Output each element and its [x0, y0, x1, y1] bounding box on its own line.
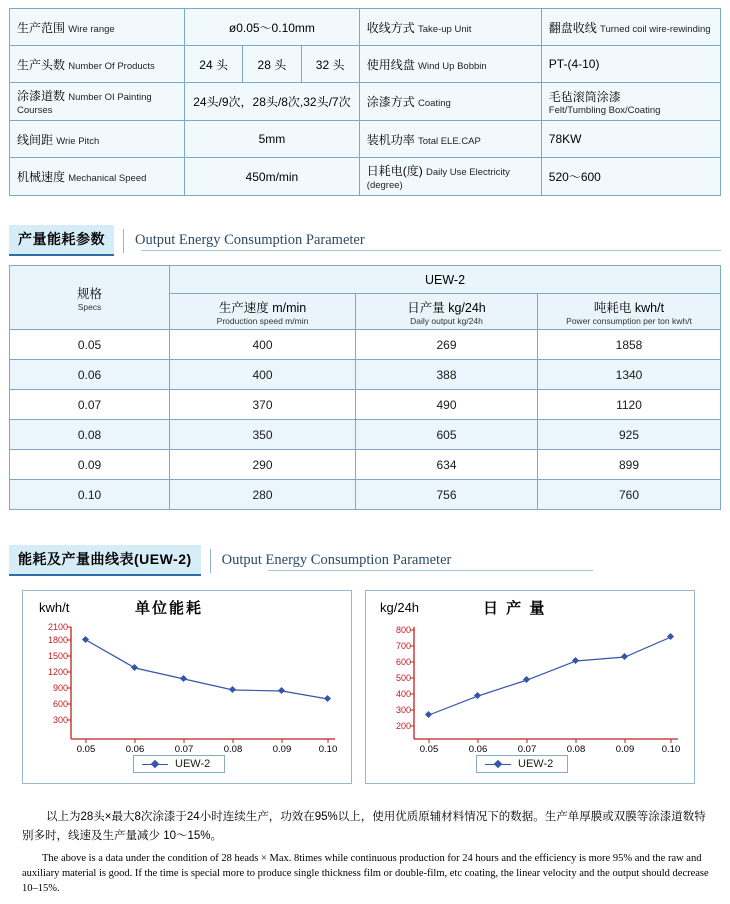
legend-marker-icon: [142, 764, 168, 765]
cell-power-value: [541, 121, 720, 158]
cell-heads-24: [185, 46, 243, 83]
cell-speed-value: [185, 158, 360, 196]
cell-power: 899: [538, 450, 721, 480]
chart-daily-output: [365, 590, 695, 784]
chart-2-legend: [476, 755, 568, 773]
cell-speed: 370: [170, 390, 356, 420]
cell-coating-value: [541, 83, 720, 121]
cell-spec: 0.10: [10, 480, 170, 510]
value-cn: 毛毡滚筒涂漆: [548, 89, 621, 104]
cell-courses-value: [185, 83, 360, 121]
svg-text:0.10: 0.10: [318, 744, 338, 755]
header-en: Daily output kg/24h: [410, 315, 483, 326]
svg-text:0.10: 0.10: [661, 744, 681, 755]
label-en: Number OI Painting Courses: [17, 92, 152, 116]
cell-electricity-label: [359, 158, 541, 196]
cell-daily: 634: [356, 450, 538, 480]
chart-y-unit-label: kwh/t: [39, 600, 70, 615]
label-cn: 生产范围: [17, 20, 66, 35]
section-heading-curve: [9, 545, 451, 576]
cell-speed: 350: [170, 420, 356, 450]
cell-takeup-label: [359, 9, 541, 46]
value-cn: 24头/9次，28头/8次,32头/7次: [193, 95, 351, 109]
svg-text:0.08: 0.08: [223, 744, 243, 755]
header-daily-output: [356, 294, 538, 330]
table-row: [10, 450, 721, 480]
label-cn: 收线方式: [366, 20, 415, 35]
cell-coating-label: [359, 83, 541, 121]
cell-daily: 490: [356, 390, 538, 420]
label-cn: 生产头数: [17, 57, 66, 72]
chart-y-unit-label: kg/24h: [380, 600, 420, 615]
svg-text:1500: 1500: [47, 651, 68, 661]
label-cn: 线间距: [17, 132, 54, 147]
footnote-english: The above is a data under the condition of 28 heads × Max. 8times while continuous production for 24 hours and the efficiency is more 95% and the raw and auxiliary material is good. If the time is special more to produce single thickness film or double-film, etc coating, the linear velocity and the output should decrease 10–15%.: [22, 853, 709, 894]
label-en: Daily Use Electricity (degree): [366, 167, 510, 191]
cell-power-label: [359, 121, 541, 158]
divider: [123, 229, 124, 253]
section-badge-cn: 产量能耗参数: [9, 225, 114, 256]
chart-1-legend: [133, 755, 225, 773]
label-en: Wind Up Bobbin: [418, 60, 487, 72]
cell-power: 1858: [538, 330, 721, 360]
section-rule: [268, 570, 593, 571]
section-badge-cn: 能耗及产量曲线表(UEW-2): [9, 545, 201, 576]
table-row: [10, 480, 721, 510]
svg-text:2100: 2100: [47, 622, 68, 632]
table-row: [10, 390, 721, 420]
cell-takeup-value: [541, 9, 720, 46]
svg-text:1800: 1800: [47, 635, 68, 645]
cell-speed-label: [10, 158, 185, 196]
svg-text:600: 600: [52, 699, 68, 709]
legend-marker-icon: [485, 764, 511, 765]
cell-bobbin-label: [359, 46, 541, 83]
cell-courses-label: [10, 83, 185, 121]
label-cn: 使用线盘: [366, 57, 415, 72]
value-cn: 78KW: [548, 132, 582, 146]
cell-pitch-value: [185, 121, 360, 158]
header-group-uew2: [170, 266, 721, 294]
table-row: [10, 360, 721, 390]
cell-speed: 400: [170, 330, 356, 360]
cell-spec: 0.07: [10, 390, 170, 420]
header-en: Power consumption per ton kwh/t: [566, 315, 692, 326]
cell-bobbin-value: [541, 46, 720, 83]
cell-speed: 280: [170, 480, 356, 510]
label-en: Total ELE.CAP: [418, 135, 481, 147]
header-cn: 生产速度 m/min: [218, 300, 307, 315]
cell-power: 1340: [538, 360, 721, 390]
section-rule: [141, 250, 721, 251]
value-cn: 翻盘收线: [548, 20, 597, 35]
section-title-en: Output Energy Consumption Parameter: [221, 552, 452, 568]
table-row: [10, 158, 721, 196]
cell-daily: 269: [356, 330, 538, 360]
table-row: [10, 46, 721, 83]
header-cn: 吨耗电 kwh/t: [593, 300, 665, 315]
specification-table: [9, 8, 721, 196]
table-row: [10, 330, 721, 360]
label-cn: 涂漆方式: [366, 95, 415, 109]
label-cn: 涂漆道数: [17, 89, 66, 103]
value-cn: 450m/min: [245, 169, 299, 184]
svg-text:200: 200: [395, 721, 411, 731]
cell-pitch-label: [10, 121, 185, 158]
header-production-speed: [170, 294, 356, 330]
cell-speed: 290: [170, 450, 356, 480]
table-row: [10, 83, 721, 121]
svg-text:300: 300: [52, 715, 68, 725]
cell-daily: 756: [356, 480, 538, 510]
cell-wire-range-value: [185, 9, 360, 46]
svg-text:300: 300: [395, 705, 411, 715]
label-en: Take-up Unit: [418, 23, 472, 35]
cell-power: 760: [538, 480, 721, 510]
cell-wire-range-label: [10, 9, 185, 46]
output-energy-table: [9, 265, 721, 510]
cell-heads-28: [243, 46, 301, 83]
header-cn: 日产量 kg/24h: [407, 300, 486, 315]
value-cn: ø0.05～0.10mm: [228, 20, 315, 35]
cell-heads-label: [10, 46, 185, 83]
label-cn: 装机功率: [366, 132, 415, 147]
svg-text:500: 500: [395, 673, 411, 683]
table-row: [10, 121, 721, 158]
svg-text:0.09: 0.09: [272, 744, 292, 755]
group-label: UEW-2: [424, 272, 466, 287]
cell-power: 1120: [538, 390, 721, 420]
cell-spec: 0.05: [10, 330, 170, 360]
value-cn: 5mm: [258, 132, 286, 146]
header-power-consumption: [538, 294, 721, 330]
svg-text:1200: 1200: [47, 667, 68, 677]
chart-unit-energy-consumption: [22, 590, 352, 784]
cell-spec: 0.09: [10, 450, 170, 480]
header-en: Production speed m/min: [216, 315, 309, 326]
svg-text:700: 700: [395, 641, 411, 651]
legend-label: UEW-2: [518, 758, 554, 770]
cell-power: 925: [538, 420, 721, 450]
header-spec-en: Specs: [77, 301, 102, 312]
label-en: Number Of Products: [68, 60, 155, 72]
section-title-en: Output Energy Consumption Parameter: [135, 232, 365, 248]
cell-spec: 0.06: [10, 360, 170, 390]
cell-electricity-value: [541, 158, 720, 196]
footnote-chinese: 以上为28头×最大8次涂漆于24小时连续生产，功效在95%以上，使用优质原辅材料情况下的数据。生产单厚膜或双膜等涂漆道数特别多时，线速及生产量减少 10～15%。: [22, 811, 706, 842]
chart-title: 日 产 量: [483, 600, 547, 617]
svg-text:400: 400: [395, 689, 411, 699]
value-cn: PT-(4-10): [548, 57, 600, 71]
svg-text:0.07: 0.07: [174, 744, 194, 755]
label-cn: 机械速度: [17, 170, 66, 184]
svg-text:0.09: 0.09: [615, 744, 635, 755]
label-cn: 日耗电(度): [366, 164, 423, 178]
svg-text:600: 600: [395, 657, 411, 667]
label-en: Mechanical Speed: [68, 173, 147, 184]
table-row: [10, 9, 721, 46]
value-cn: 24 头: [199, 57, 228, 72]
svg-text:800: 800: [395, 625, 411, 635]
svg-text:0.05: 0.05: [76, 744, 96, 755]
table-row: [10, 420, 721, 450]
label-en: Wire range: [68, 23, 115, 35]
header-spec-cn: 规格: [76, 286, 102, 301]
svg-text:0.06: 0.06: [125, 744, 145, 755]
svg-text:0.07: 0.07: [517, 744, 537, 755]
legend-label: UEW-2: [175, 758, 211, 770]
cell-daily: 388: [356, 360, 538, 390]
divider: [210, 549, 211, 573]
chart-title: 单位能耗: [135, 600, 204, 617]
cell-spec: 0.08: [10, 420, 170, 450]
svg-text:0.06: 0.06: [468, 744, 488, 755]
value-cn: 32 头: [315, 57, 345, 72]
cell-daily: 605: [356, 420, 538, 450]
section-heading-output: [9, 225, 365, 256]
label-en: Wrie Pitch: [56, 135, 100, 147]
value-en: Felt/Tumbling Box/Coating: [548, 104, 661, 116]
label-en: Coating: [418, 98, 451, 109]
cell-heads-32: [301, 46, 359, 83]
cell-speed: 400: [170, 360, 356, 390]
value-cn: 520～600: [548, 170, 601, 184]
svg-text:900: 900: [52, 683, 68, 693]
value-cn: 28 头: [257, 57, 287, 72]
svg-text:0.08: 0.08: [566, 744, 586, 755]
table-header-row: [10, 266, 721, 294]
header-spec: [10, 266, 170, 330]
value-en: Turned coil wire-rewinding: [600, 23, 711, 35]
svg-text:0.05: 0.05: [419, 744, 439, 755]
